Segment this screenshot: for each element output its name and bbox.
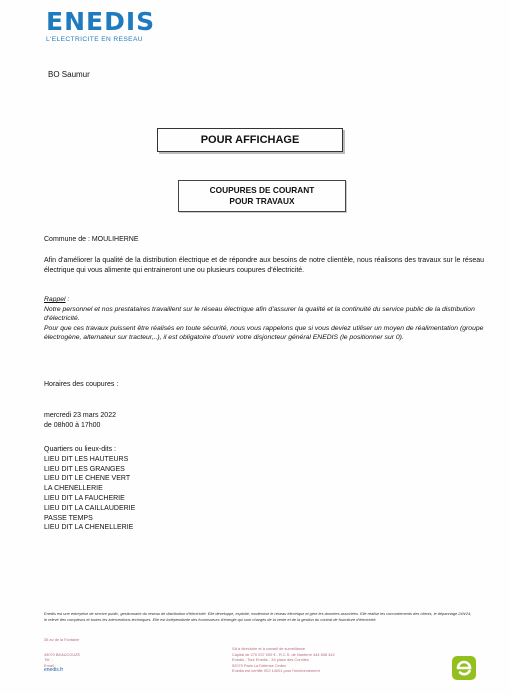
rappel-heading [44, 295, 484, 305]
footer-email: Email : [44, 662, 56, 668]
footer-tel: Tél. : [44, 657, 53, 662]
subject-line-1: COUPURES DE COURANT [209, 185, 315, 195]
rappel-title: Rappel [44, 296, 66, 303]
footer-company-line: SA à directoire et à conseil de surveillance [232, 646, 306, 651]
quartier-item: LIEU DIT LA CHENELLERIE [44, 524, 134, 532]
quartiers-list [44, 455, 135, 533]
rappel-paragraph-2: Pour que ces travaux puissent être réalisés en toute sécurité, nous vous rappelons que si vous deviez utiliser un moyen de réalimentation (groupe électrogène, alternateur sur tracteur,..), il est obligatoire d'ouvrir votre disjoncteur général ENEDIS (le positionner sur 0). [44, 324, 484, 341]
horaires-label: Horaires des coupures : [44, 381, 119, 388]
quartier-item: LIEU DIT LES HAUTEURS [44, 455, 129, 463]
subject-box [178, 180, 346, 212]
footer-address-left [44, 637, 80, 674]
rappel-title-suffix: : [65, 296, 70, 303]
sender-office: BO Saumur [48, 70, 90, 79]
notice-title-box [157, 128, 343, 152]
intro-paragraph: Afin d'améliorer la qualité de la distribution électrique et de répondre aux besoins de notre clientèle, nous réalisons des travaux sur le réseau électrique qui vous alimente qui entraineront une ou plusieurs coupures d'électricité. [44, 257, 484, 274]
schedule-time: de 08h00 à 17h00 [44, 422, 101, 429]
footer-address-right [232, 646, 335, 674]
logo-tagline: L'ELECTRICITE EN RESEAU [46, 36, 143, 43]
logo-wordmark: ENEDIS [46, 7, 156, 36]
quartier-item: LIEU DIT LA FAUCHERIE [44, 494, 125, 502]
schedule [44, 411, 116, 431]
commune: Commune de : MOULIHERNE [44, 236, 139, 243]
footer-company-line: Enedis - Tour Enedis - 34 place des Corolles [232, 657, 309, 663]
subject-line-2: POUR TRAVAUX [229, 196, 295, 206]
footer-legal-note: Enedis est une entreprise de service public, gestionnaire du réseau de distribution d'électricité. Elle développe, exploite, modernise le réseau électrique et gère les données associées. Elle réalise les raccordements des clients, le dépannage 24h/24, le relevé des compteurs et toutes les interventions techniques. Elle est indépendante des fournisseurs d'énergie qui sont chargés de la vente et de la gestion du contrat de fourniture d'électricité. [44, 611, 472, 622]
schedule-date: mercredi 23 mars 2022 [44, 412, 116, 419]
enedis-logo [46, 8, 166, 43]
quartier-item: LIEU DIT LA CAILLAUDERIE [44, 504, 136, 512]
footer-company-line: 92079 Paris La Défense Cedex [232, 662, 287, 668]
footer-website-link[interactable]: enedis.fr [44, 667, 64, 673]
quartier-item: LIEU DIT LE CHENE VERT [44, 475, 131, 483]
quartier-item: PASSE TEMPS [44, 514, 93, 522]
footer-company-line: Capital de 270 037 000 € - R.C.S. de Nanterre 444 608 442 [232, 651, 335, 657]
footer-company-line: Enedis est certifié ISO 14001 pour l'environnement [232, 668, 320, 674]
enedis-symbol-icon [452, 656, 476, 680]
footer-city: 49070 BEAUCOUZE [44, 651, 81, 657]
rappel-section [44, 295, 484, 343]
notice-title: POUR AFFICHAGE [200, 134, 300, 146]
rappel-paragraph-1: Notre personnel et nos prestataires travaillent sur le réseau électrique afin d'assurer la qualité et la continuité du service public de la distribution d'électricité. [44, 305, 475, 322]
quartiers-section [44, 445, 135, 533]
footer-street: 35 av de la Fontaine [44, 637, 80, 642]
quartiers-label: Quartiers ou lieux-dits : [44, 446, 116, 453]
quartier-item: LIEU DIT LES GRANGES [44, 465, 125, 473]
quartier-item: LA CHENELLERIE [44, 485, 103, 493]
